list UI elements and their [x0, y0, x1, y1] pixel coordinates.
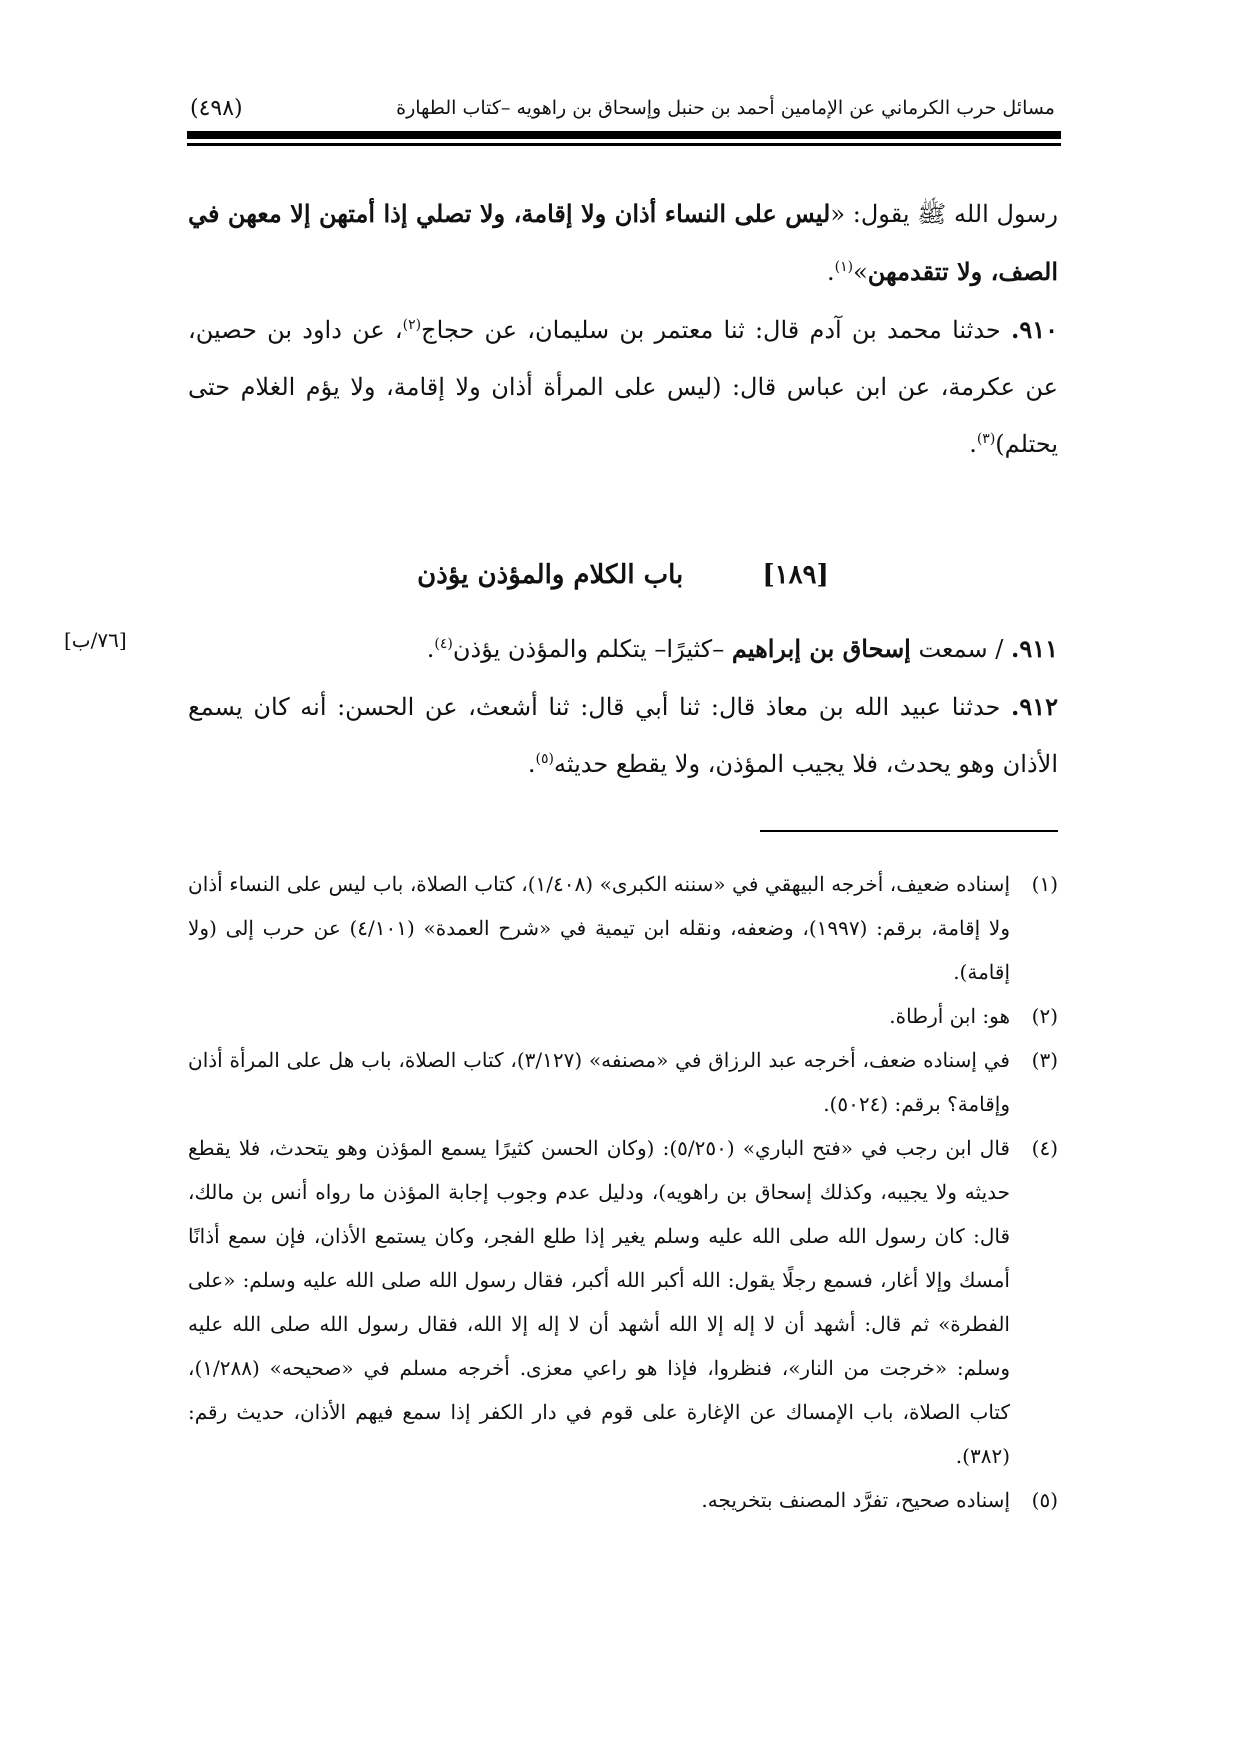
footnote: (٢)هو: ابن أرطاة. [188, 994, 1058, 1038]
narrator-name: إسحاق بن إبراهيم [731, 634, 911, 663]
section-title: باب الكلام والمؤذن يؤذن [417, 560, 684, 590]
section-number: [١٨٩] [762, 560, 829, 590]
paragraph-912: ٩١٢. حدثنا عبيد الله بن معاذ قال: ثنا أبي قال: ثنا أشعث، عن الحسن: أنه كان يسمع الأذان وهو يحدث، فلا يجيب المؤذن، ولا يقطع حديثه$^{(٥)}$. [188, 692, 1058, 778]
header-rule-thin [187, 143, 1061, 146]
footnote-marker: (١) [1031, 872, 1058, 896]
footnote-marker: (٣) [1031, 1048, 1058, 1072]
footnote-marker: (٥) [1031, 1488, 1058, 1512]
header-rule-thick [187, 131, 1061, 139]
footnote-ref: (١) [834, 259, 854, 275]
footnote-ref: (٥) [535, 751, 554, 767]
main-text-top [188, 185, 1058, 473]
section-heading [188, 560, 1058, 590]
running-title: مسائل حرب الكرماني عن الإمامين أحمد بن حنبل وإسحاق بن راهويه –كتاب الطهارة [396, 97, 1055, 119]
footnote: (٥)إسناده صحيح، تفرَّد المصنف بتخريجه. [188, 1478, 1058, 1522]
main-text-bottom [188, 620, 1058, 793]
footnote-ref: (٢) [402, 317, 422, 333]
footnote: (٣)في إسناده ضعف، أخرجه عبد الرزاق في «مصنفه» (٣/١٢٧)، كتاب الصلاة، باب هل على المرأة أذان وإقامة؟ برقم: (٥٠٢٤). [188, 1038, 1058, 1126]
paragraph-number: ٩١١. [1010, 634, 1058, 663]
paragraph-911: ٩١١. / سمعت إسحاق بن إبراهيم –كثيرًا– يتكلم والمؤذن يؤذن$^{(٤)}$. [426, 634, 1058, 663]
page-header [190, 90, 1055, 126]
footnote-ref: (٣) [976, 431, 996, 447]
footnote-marker: (٢) [1031, 1004, 1058, 1028]
paragraph-number: ٩١٠. [1010, 315, 1058, 344]
page-number: (٤٩٨) [190, 95, 243, 121]
paragraph-910: ٩١٠. حدثنا محمد بن آدم قال: ثنا معتمر بن سليمان، عن حجاج$^{(٢)}$، عن داود بن حصين، عن عكرمة، عن ابن عباس قال: (ليس على المرأة أذان ولا إقامة، ولا يؤم الغلام حتى يحتلم)$^{(٣)}$. [188, 315, 1058, 458]
paragraph-number: ٩١٢. [1010, 692, 1058, 721]
footnotes [188, 862, 1058, 1522]
footnote: (١)إسناده ضعيف، أخرجه البيهقي في «سننه الكبرى» (١/٤٠٨)، كتاب الصلاة، باب ليس على النساء أذان ولا إقامة، برقم: (١٩٩٧)، وضعفه، ونقله ابن تيمية في «شرح العمدة» (٤/١٠١) عن حرب إلى (ولا إقامة). [188, 862, 1058, 994]
hadith-continuation: رسول الله ﷺ يقول: «ليس على النساء أذان ولا إقامة، ولا تصلي إذا أمتهن إلا معهن في الصف، ولا تتقدمهن»$^{(١)}$. [188, 199, 1059, 286]
footnote-ref: (٤) [434, 636, 453, 652]
hadith-quote: ليس على النساء أذان ولا إقامة، ولا تصلي إذا أمتهن إلا معهن في الصف، ولا تتقدمهن [188, 199, 1058, 286]
footnote-separator [760, 830, 1058, 832]
footnote-marker: (٤) [1031, 1136, 1058, 1160]
footnote: (٤)قال ابن رجب في «فتح الباري» (٥/٢٥٠): (وكان الحسن كثيرًا يسمع المؤذن وهو يتحدث، فلا يقطع حديثه ولا يجيبه، وكذلك إسحاق بن راهويه)، ودليل عدم وجوب إجابة المؤذن ما رواه أنس بن مالك، قال: كان رسول الله صلى الله عليه وسلم يغير إذا طلع الفجر، وكان يستمع الأذان، فإن سمع أذانًا أمسك وإلا أغار، فسمع رجلًا يقول: الله أكبر الله أكبر، فقال رسول الله صلى الله عليه وسلم: «على الفطرة» ثم قال: أشهد أن لا إله إلا الله أشهد أن لا إله إلا الله، فقال رسول الله صلى الله عليه وسلم: «خرجت من النار»، فنظروا، فإذا هو راعي معزى. أخرجه مسلم في «صحيحه» (١/٢٨٨)، كتاب الصلاة، باب الإمساك عن الإغارة على قوم في دار الكفر إذا سمع فيهم الأذان، حديث رقم: (٣٨٢). [188, 1126, 1058, 1478]
manuscript-folio-ref: [٧٦/ب] [64, 628, 127, 652]
